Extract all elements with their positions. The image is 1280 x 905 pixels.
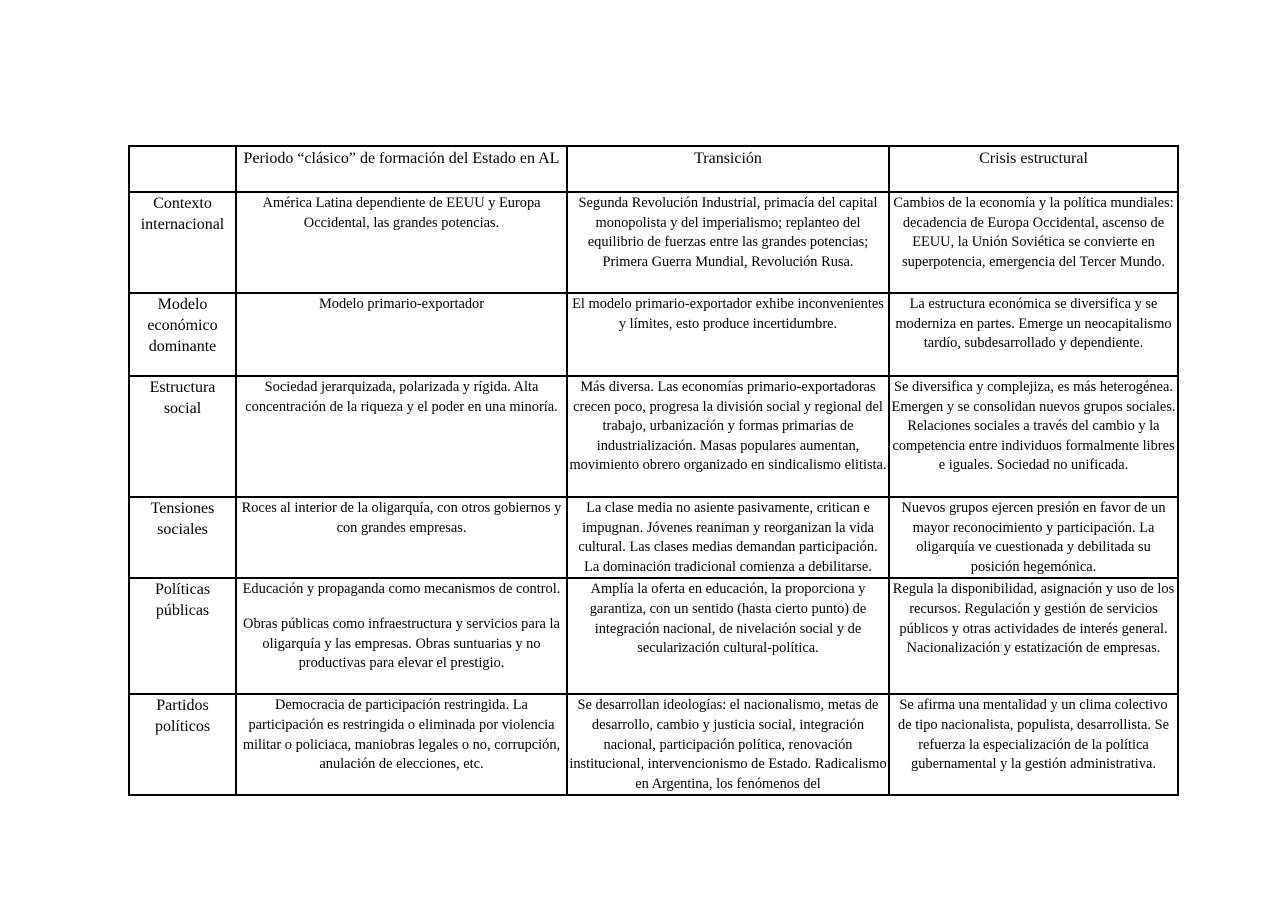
cell-paragraph: Sociedad jerarquizada, polarizada y rígida. Alta concentración de la riqueza y el poder en una minoría.	[245, 379, 558, 415]
row-label: Políticas públicas	[129, 578, 236, 694]
table-row	[129, 497, 1178, 578]
cell-paragraph: Se afirma una mentalidad y un clima colectivo de tipo nacionalista, populista, desarrollista. Se refuerza la especialización de la política gubernamental y la gestión administrativa.	[898, 697, 1169, 773]
table-cell	[567, 497, 889, 578]
table-cell	[236, 192, 567, 293]
table-cell	[567, 192, 889, 293]
table-cell	[236, 497, 567, 578]
cell-paragraph: Amplía la oferta en educación, la proporciona y garantiza, con un sentido (hasta cierto punto) de integración nacional, de nivelación social y de secularización cultural-política.	[589, 581, 867, 657]
table-cell	[567, 694, 889, 795]
cell-paragraph: Cambios de la economía y la política mundiales: decadencia de Europa Occidental, ascenso de EEUU, la Unión Soviética se convierte en superpotencia, emergencia del Tercer Mundo.	[893, 195, 1174, 270]
cell-paragraph: El modelo primario-exportador exhibe inconvenientes y límites, esto produce incertidumbre.	[572, 296, 884, 332]
table-cell	[889, 192, 1178, 293]
header-cell-transicion: Transición	[567, 146, 889, 192]
row-label: Tensiones sociales	[129, 497, 236, 578]
cell-paragraph: Modelo primario-exportador	[318, 296, 485, 312]
table-cell	[889, 497, 1178, 578]
table-cell	[567, 376, 889, 497]
comparison-table	[128, 145, 1179, 796]
table-row	[129, 694, 1178, 795]
table-cell	[236, 293, 567, 376]
table-row	[129, 578, 1178, 694]
cell-paragraph: Más diversa. Las economías primario-exportadoras crecen poco, progresa la división social y regional del trabajo, urbanización y formas primarias de industrialización. Masas populares aumentan, movimiento obrero organizado en sindicalismo elitista.	[569, 379, 887, 474]
row-label: Partidos políticos	[129, 694, 236, 795]
row-label: Modelo económico dominante	[129, 293, 236, 376]
cell-paragraph: Se desarrollan ideologías: el nacionalismo, metas de desarrollo, cambio y justicia social, integración nacional, participación política, renovación institucional, intervencionismo de Estado. Radicalismo en Argentina, los fenómenos del	[569, 697, 887, 792]
cell-paragraph: América Latina dependiente de EEUU y Europa Occidental, las grandes potencias.	[262, 195, 541, 231]
table-cell	[236, 578, 567, 694]
cell-paragraph: Educación y propaganda como mecanismos de control.	[242, 581, 561, 598]
header-cell-crisis-estructural: Crisis estructural	[889, 146, 1178, 192]
table-cell	[889, 293, 1178, 376]
table-cell	[889, 376, 1178, 497]
row-label: Estructura social	[129, 376, 236, 497]
row-label: Contexto internacional	[129, 192, 236, 293]
table-cell	[889, 578, 1178, 694]
table-cell	[236, 694, 567, 795]
table-cell	[567, 578, 889, 694]
table-row	[129, 376, 1178, 497]
cell-paragraph: Roces al interior de la oligarquía, con otros gobiernos y con grandes empresas.	[241, 500, 562, 536]
table-row	[129, 192, 1178, 293]
table-header-row	[129, 146, 1178, 192]
cell-paragraph: Segunda Revolución Industrial, primacía del capital monopolista y del imperialismo; replanteo del equilibrio de fuerzas entre las grandes potencias; Primera Guerra Mundial, Revolución Rusa.	[578, 195, 878, 270]
table-row	[129, 293, 1178, 376]
cell-paragraph: Nuevos grupos ejercen presión en favor de un mayor reconocimiento y participación. La oligarquía ve cuestionada y debilitada su posición hegemónica.	[901, 500, 1166, 575]
table-cell	[889, 694, 1178, 795]
cell-paragraph: Se diversifica y complejiza, es más heterogénea. Emergen y se consolidan nuevos grupos sociales. Relaciones sociales a través del cambio y la competencia entre individuos formalmente libres e iguales. Sociedad no unificada.	[891, 379, 1176, 474]
table-cell	[567, 293, 889, 376]
table-cell	[236, 376, 567, 497]
cell-paragraph: Democracia de participación restringida. La participación es restringida o eliminada por violencia militar o policiaca, maniobras legales o no, corrupción, anulación de elecciones, etc.	[242, 697, 561, 773]
header-cell-empty	[129, 146, 236, 192]
cell-paragraph: Obras públicas como infraestructura y servicios para la oligarquía y las empresas. Obras suntuarias y no productivas para elevar el prestigio.	[243, 615, 560, 672]
header-cell-periodo-clasico: Periodo “clásico” de formación del Estado en AL	[236, 146, 567, 192]
cell-paragraph: Regula la disponibilidad, asignación y uso de los recursos. Regulación y gestión de servicios públicos y otras actividades de interés general. Nacionalización y estatización de empresas.	[892, 581, 1175, 657]
cell-paragraph: La clase media no asiente pasivamente, critican e impugnan. Jóvenes reaniman y reorganizan la vida cultural. Las clases medias demandan participación. La dominación tradicional comienza a debilitarse.	[578, 500, 878, 575]
cell-paragraph: La estructura económica se diversifica y se moderniza en partes. Emerge un neocapitalismo tardío, subdesarrollado y dependiente.	[895, 296, 1172, 352]
